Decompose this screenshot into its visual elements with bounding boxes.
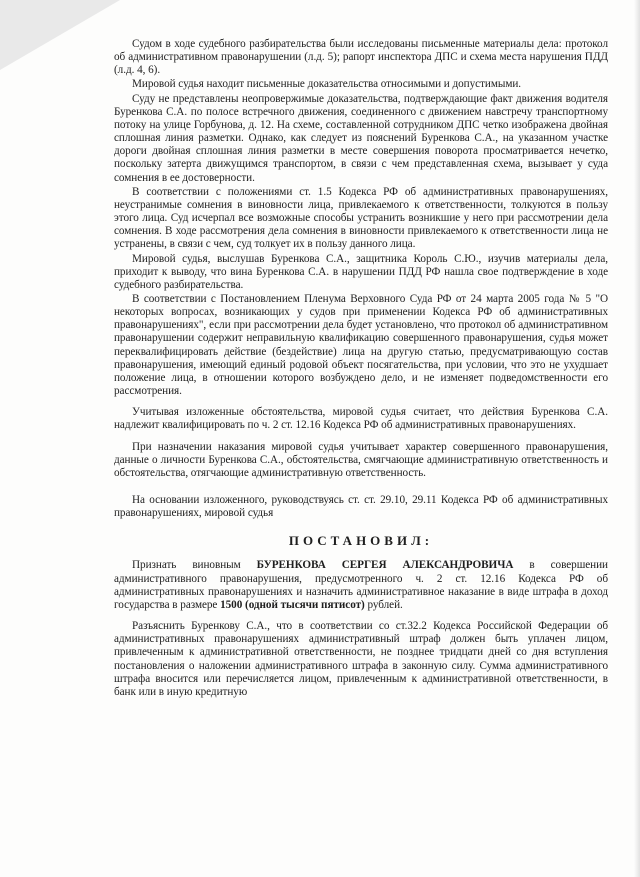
paragraph-no-proof: Суду не представлены неопровержимые доказательства, подтверждающие факт движения водителя Буренкова С.А. по полосе встречного движения, соединенного с движением навстречу транспортному потоку на улице Горбунова, д. 12. На схеме, составленной сотрудником ДПС четко изображена двойная сплошная линия разметки. Однако, как следует из пояснений Буренкова С.А., на указанном участке дороги двойная сплошная линия разметки в месте совершения поворота просматривается нечетко, поскольку затерта движущимся транспортом, в связи с чем представленная схема, вызывает у суда сомнения в ее достоверности. [114,92,608,184]
verdict-text-2: в совершении административного правонарушения, предусмотренного ч. 2 ст. 12.16 Кодекса РФ об административных правонарушениях и назначить административное наказание в виде штрафа в доход государства в размере [114,559,608,611]
resolution-heading: ПОСТАНОВИЛ: [288,533,434,549]
verdict-text-3: рублей. [364,598,403,611]
paragraph-punishment: При назначении наказания мировой судья учитывает характер совершенного правонарушения, данные о личности Буренкова С.А., обстоятельства, смягчающие административную ответственность и обстоятельства, отягчающие административную ответственность. [114,440,608,479]
paragraph-explanation: Разъяснить Буренкову С.А., что в соответствии со ст.32.2 Кодекса Российской Федерации об административных правонарушениях административный штраф должен быть уплачен лицом, привлеченным к административной ответственности, не позднее тридцати дней со дня вступления постановления о наложении административного штрафа в законную силу. Сумма административного штрафа вносится или перечисляется лицом, привлеченным к административной ответственности, в банк или в иную кредитную [114,620,608,698]
fine-amount: 1500 (одной тысячи пятисот) [220,598,365,611]
paragraph-basis: На основании изложенного, руководствуясь ст. ст. 29.10, 29.11 Кодекса РФ об административных правонарушениях, мировой судья [114,494,608,520]
paragraph-admissible: Мировой судья находит письменные доказательства относимыми и допустимыми. [132,78,522,91]
paragraph-doubts: В соответствии с положениями ст. 1.5 Кодекса РФ об административных правонарушениях, неустранимые сомнения в виновности лица, привлекаемого к ответственности, толкуются в пользу этого лица. Суд исчерпал все возможные способы устранить возникшие у него при рассмотрении дела сомнения. В ходе рассмотрения дела сомнения в виновности привлекаемого к ответственности лица не устранены, в связи с чем, суд толкует их в пользу данного лица. [114,185,608,251]
page-edge-shadow [634,0,640,877]
document-body [114,38,608,700]
paragraph-verdict [114,559,608,612]
paragraph-conclusion: Мировой судья, выслушав Буренкова С.А., защитника Король С.Ю., изучив материалы дела, приходит к выводу, что вина Буренкова С.А. в нарушении ПДД РФ нашла свое подтверждение в ходе судебного разбирательства. [114,252,608,291]
page-fold-shadow [0,0,120,70]
defendant-name: БУРЕНКОВА СЕРГЕЯ АЛЕКСАНДРОВИЧА [256,559,514,572]
paragraph-qualification: Учитывая изложенные обстоятельства, мировой судья считает, что действия Буренкова С.А. надлежит квалифицировать по ч. 2 ст. 12.16 Кодекса РФ об административных правонарушениях. [114,406,608,432]
verdict-text-1: Признать виновным [132,559,257,572]
paragraph-plenum: В соответствии с Постановлением Пленума Верховного Суда РФ от 24 марта 2005 года № 5 "О некоторых вопросах, возникающих у судов при применении Кодекса РФ об административных правонарушениях", если при рассмотрении дела будет установлено, что протокол об административном правонарушении содержит неправильную квалификацию совершенного правонарушения, судья может переквалифицировать действие (бездействие) лица на другую статью, предусматривающую состав правонарушения, имеющий единый родовой объект посягательства, при условии, что это не ухудшает положение лица, в отношении которого возбуждено дело, и не изменяет подведомственности его рассмотрения. [114,292,608,398]
paragraph-evidence: Судом в ходе судебного разбирательства были исследованы письменные материалы дела: протокол об административном правонарушении (л.д. 5); рапорт инспектора ДПС и схема места нарушения ПДД (л.д. 4, 6). [114,38,608,77]
